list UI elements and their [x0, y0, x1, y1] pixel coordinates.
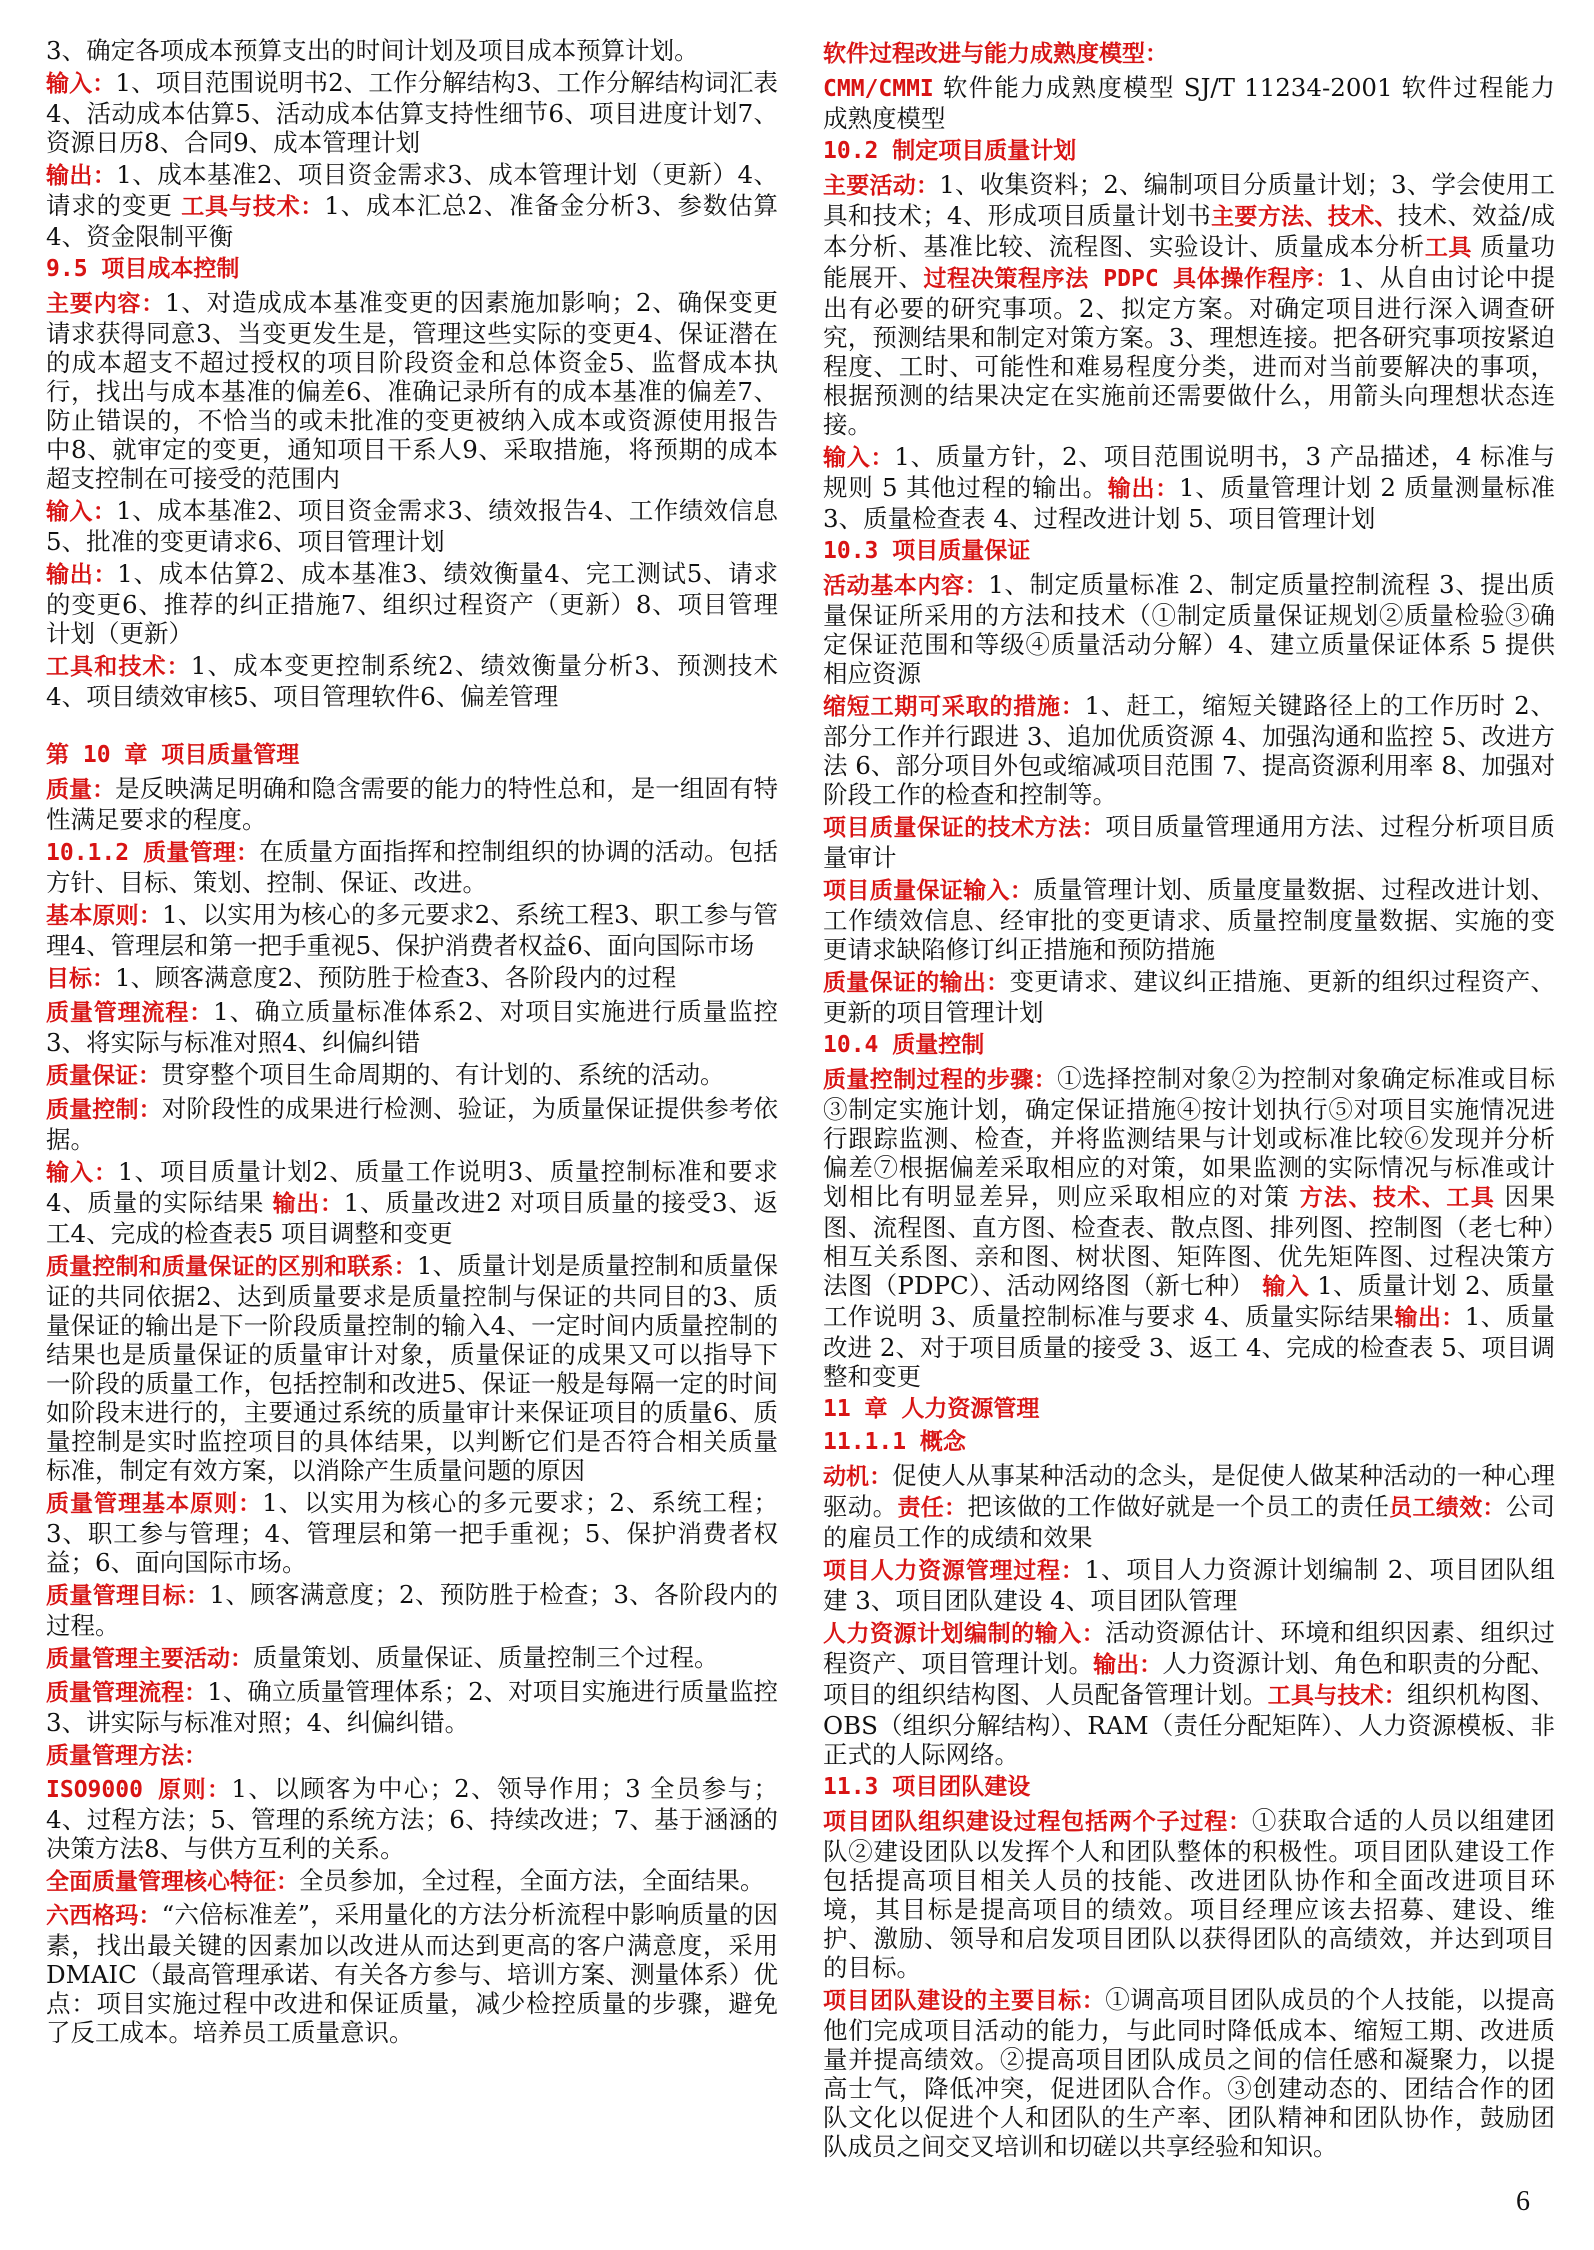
body-text: 质量策划、质量保证、质量控制三个过程。: [253, 1643, 719, 1672]
body-text: 1、成本基准2、项目资金需求3、绩效报告4、工作绩效信息5、批准的变更请求6、项目管理计划: [46, 496, 778, 556]
body-text: 1、成本估算2、成本基准3、绩效衡量4、完工测试5、请求的变更6、推荐的纠正措施7、组织过程资产（更新）8、项目管理计划（更新）: [46, 559, 778, 648]
term-label: 输入：: [823, 445, 895, 471]
left-column: [46, 36, 778, 2050]
paragraph: [823, 170, 1555, 439]
body-text: 1、顾客满意度2、预防胜于检查3、各阶段内的过程: [115, 963, 677, 992]
section-heading: 10.4 质量控制: [823, 1032, 985, 1058]
paragraph: [46, 1251, 778, 1485]
term-label: 质量管理流程：: [46, 1000, 214, 1026]
term-label: 动机：: [823, 1464, 893, 1490]
term-label: 输出：: [1093, 1652, 1163, 1678]
section-heading: 11.3 项目团队建设: [823, 1774, 1031, 1800]
body-text: 1、成本汇总2、准备金分析3、参数估算4、资金限制平衡: [46, 191, 779, 251]
body-text: 1、成本基准2、项目资金需求3、成本管理计划（更新）4、请求的变更: [46, 160, 778, 220]
term-label: 输入：: [46, 499, 117, 525]
paragraph: [46, 1060, 778, 1091]
body-text: 公司的雇员工作的成绩和效果: [823, 1492, 1556, 1552]
body-text: 1、质量方针，2、项目范围说明书，3 产品描述，4 标准与规则 5 其他过程的输出。: [823, 442, 1555, 502]
term-label: 项目质量保证的技术方法：: [823, 815, 1106, 841]
body-text: 促使人从事某种活动的念头，是促使人做某种活动的一种心理驱动。: [823, 1461, 1555, 1521]
paragraph: [46, 837, 778, 897]
paragraph: [823, 570, 1555, 688]
body-text: 1、赶工，缩短关键路径上的工作历时 2、部分工作并行跟进 3、追加优质资源 4、加强沟通和监控 5、改进方法 6、部分项目外包或缩减项目范围 7、提高资源利用率 8、加强对阶段工作的检查和控制等。: [823, 691, 1556, 809]
body-text: 贯穿整个项目生命周期的、有计划的、系统的活动。: [161, 1060, 725, 1089]
paragraph: [46, 36, 778, 65]
body-text: “六倍标准差”，采用量化的方法分析流程中影响质量的因素，找出最关键的因素加以改进从而达到更高的客户满意度，采用DMAIC（最高管理承诺、有关各方参与、培训方案、测量体系）优点：项目实施过程中改进和保证质量，减少检控质量的步骤，避免了反工成本。培养员工质量意识。: [46, 1900, 778, 2047]
right-column: [823, 36, 1555, 2164]
paragraph: [46, 288, 778, 493]
term-label: 输出：: [46, 562, 118, 588]
body-text: 1、质量管理计划 2 质量测量标准 3、质量检查表 4、过程改进计划 5、项目管理计划: [823, 473, 1556, 533]
term-label: 六西格玛：: [46, 1903, 162, 1929]
body-text: 是反映满足明确和隐含需要的能力的特性总和，是一组固有特性满足要求的程度。: [46, 774, 778, 834]
body-text: 1、项目人力资源计划编制 2、项目团队组建 3、项目团队建设 4、项目团队管理: [823, 1555, 1556, 1615]
paragraph: [823, 1555, 1555, 1615]
paragraph: [46, 1866, 778, 1897]
paragraph: [46, 1094, 778, 1154]
body-text: 1、以顾客为中心；2、领导作用；3 全员参与；4、过程方法；5、管理的系统方法；6、持续改进；7、基于涵涵的决策方法8、与供方互利的关系。: [46, 1774, 778, 1863]
section-heading: 11.1.1 概念: [823, 1429, 966, 1455]
body-text: 1、制定质量标准 2、制定质量控制流程 3、提出质量保证所采用的方法和技术（①制定质量保证规划②质量检验③确定保证范围和等级④质量活动分解）4、建立质量保证体系 5 提供相应资源: [823, 570, 1555, 688]
body-text: ①调高项目团队成员的个人技能，以提高他们完成项目活动的能力，与此同时降低成本、缩短工期、改进质量并提高绩效。②提高项目团队成员之间的信任感和凝聚力，以提高士气，降低冲突，促进团队合作。③创建动态的、团结合作的团队文化以促进个人和团队的生产率、团队精神和团队协作，鼓励团队成员之间交叉培训和切磋以共享经验和知识。: [823, 1985, 1556, 2161]
term-label: 主要方法、技术、: [1211, 204, 1398, 230]
body-text: 把该做的工作做好就是一个员工的责任: [967, 1492, 1390, 1521]
paragraph: [46, 1157, 778, 1248]
paragraph: [46, 997, 778, 1057]
term-label: 全面质量管理核心特征：: [46, 1869, 299, 1895]
term-label: 项目团队建设的主要目标：: [823, 1988, 1106, 2014]
term-label: 输入：: [46, 1160, 118, 1186]
body-text: 变更请求、建议纠正措施、更新的组织过程资产、更新的项目管理计划: [823, 967, 1555, 1027]
term-label: 输入: [1262, 1274, 1309, 1300]
paragraph: [823, 812, 1555, 872]
term-label: 输出：: [1394, 1305, 1465, 1331]
term-label: 质量管理流程：: [46, 1680, 208, 1706]
paragraph: [823, 442, 1555, 533]
body-text: 活动资源估计、环境和组织因素、组织过程资产、项目管理计划。: [823, 1618, 1556, 1678]
body-text: 1、以实用为核心的多元要求；2、系统工程；3、职工参与管理；4、管理层和第一把手重视；5、保护消费者权益；6、面向国际市场。: [46, 1488, 778, 1577]
paragraph: [46, 496, 778, 556]
body-text: 质量功能展开、: [823, 232, 1556, 292]
term-label: 质量：: [46, 777, 116, 803]
body-text: 1、项目质量计划2、质量工作说明3、质量控制标准和要求4、质量的实际结果: [46, 1157, 778, 1217]
body-text: 1、质量计划 2、质量工作说明 3、质量控制标准与要求 4、质量实际结果: [823, 1271, 1555, 1331]
term-label: 10.1.2 质量管理：: [46, 840, 260, 866]
term-label: 项目人力资源管理过程：: [823, 1558, 1085, 1584]
term-label: 质量保证的输出：: [823, 970, 1010, 996]
term-label: 质量管理方法：: [46, 1743, 207, 1769]
body-text: 技术、效益/成本分析、基准比较、流程图、实验设计、质量成本分析: [823, 201, 1555, 261]
body-text: 1、质量改进2 对项目质量的接受3、返工4、完成的检查表5 项目调整和变更: [46, 1188, 778, 1248]
section-heading: 9.5 项目成本控制: [46, 256, 240, 282]
paragraph: [46, 900, 778, 960]
term-label: 质量控制过程的步骤：: [823, 1067, 1058, 1093]
term-label: 输出：: [272, 1191, 344, 1217]
term-label: 项目质量保证输入：: [823, 878, 1034, 904]
body-text: 1、质量计划是质量控制和质量保证的共同依据2、达到质量要求是质量控制与保证的共同目的3、质量保证的输出是下一阶段质量控制的输入4、一定时间内质量控制的结果也是质量保证的质量审计对象，质量保证的成果又可以指导下一阶段的质量工作，包括控制和改进5、保证一般是每隔一定的时间如阶段末进行的，主要通过系统的质量审计来保证项目的质量6、质量控制是实时监控项目的具体结果，以判断它们是否符合相关质量标准，制定有效方案，以消除产生质量问题的原因: [46, 1251, 778, 1485]
section-heading: 第 10 章 项目质量管理: [46, 742, 300, 768]
term-label: 员工绩效：: [1389, 1495, 1506, 1521]
paragraph: [823, 73, 1555, 133]
term-label: CMM/CMMI: [823, 76, 934, 102]
paragraph: [823, 1064, 1555, 1391]
body-text: ①获取合适的人员以组建团队②建设团队以发挥个人和团队整体的积极性。项目团队建设工作包括提高项目相关人员的技能、改进团队协作和全面改进项目环境，其目标是提高项目的绩效。项目经理应该去招募、建设、维护、激励、领导和启发项目团队以获得团队的高绩效，并达到项目的目标。: [823, 1806, 1556, 1982]
term-label: 基本原则：: [46, 903, 163, 929]
paragraph: [823, 1618, 1555, 1769]
body-text: 人力资源计划、角色和职责的分配、项目的组织结构图、人员配备管理计划。: [823, 1649, 1556, 1709]
term-label: 输入：: [46, 71, 116, 97]
body-text: 1、质量改进 2、对于项目质量的接受 3、返工 4、完成的检查表 5、项目调整和变更: [823, 1302, 1556, 1391]
body-text: 在质量方面指挥和控制组织的协调的活动。包括方针、目标、策划、控制、保证、改进。: [46, 837, 778, 897]
page-number: 6: [1516, 2186, 1530, 2217]
term-label: 缩短工期可采取的措施：: [823, 694, 1085, 720]
body-text: 1、确立质量管理体系；2、对项目实施进行质量监控3、讲实际与标准对照；4、纠偏纠错。: [46, 1677, 778, 1737]
term-label: 活动基本内容：: [823, 573, 989, 599]
term-label: 主要内容：: [46, 291, 165, 317]
paragraph: [823, 875, 1555, 964]
paragraph: [823, 1806, 1555, 1982]
body-text: 1、以实用为核心的多元要求2、系统工程3、职工参与管理4、管理层和第一把手重视5、保护消费者权益6、面向国际市场: [46, 900, 778, 960]
paragraph: [46, 651, 778, 711]
paragraph: [46, 1580, 778, 1640]
term-label: 工具与技术：: [181, 194, 325, 220]
paragraph: [46, 1774, 778, 1863]
body-text: 1、从自由讨论中提出有必要的研究事项。2、拟定方案。对确定项目进行深入调查研究，预测结果和制定对策方案。3、理想连接。把各研究事项按紧迫程度、工时、可能性和难易程度分类，进而对当前要解决的事项，根据预测的结果决定在实施前还需要做什么，用箭头向理想状态连接。: [823, 263, 1556, 439]
paragraph: [823, 967, 1555, 1027]
term-label: 目标：: [46, 966, 115, 992]
term-label: 质量保证：: [46, 1063, 161, 1089]
term-label: 主要活动：: [823, 173, 940, 199]
paragraph: [823, 1985, 1555, 2161]
body-text: 1、对造成成本基准变更的因素施加影响；2、确保变更请求获得同意3、当变更发生是，管理这些实际的变更4、保证潜在的成本超支不超过授权的项目阶段资金和总体资金5、监督成本执行，找出与成本基准的偏差6、准确记录所有的成本基准的偏差7、防止错误的，不恰当的或未批准的变更被纳入成本或资源使用报告中8、就审定的变更，通知项目干系人9、采取措施，将预期的成本超支控制在可接受的范围内: [46, 288, 778, 493]
section-heading: 10.3 项目质量保证: [823, 538, 1031, 564]
body-text: 因果图、流程图、直方图、检查表、散点图、排列图、控制图（老七种）相互关系图、亲和图、树状图、矩阵图、优先矩阵图、过程决策方法图（PDPC）、活动网络图（新七种）: [823, 1182, 1555, 1300]
paragraph: [46, 68, 778, 157]
paragraph: [46, 1643, 778, 1674]
body-text: 1、顾客满意度；2、预防胜于检查；3、各阶段内的过程。: [46, 1580, 778, 1640]
term-label: 输出：: [1107, 476, 1179, 502]
body-text: 1、项目范围说明书2、工作分解结构3、工作分解结构词汇表4、活动成本估算5、活动成本估算支持性细节6、项目进度计划7、资源日历8、合同9、成本管理计划: [46, 68, 778, 157]
term-label: 工具和技术：: [46, 654, 191, 680]
paragraph: [46, 559, 778, 648]
paragraph: [46, 1900, 778, 2047]
body-text: 1、确立质量标准体系2、对项目实施进行质量监控3、将实际与标准对照4、纠偏纠错: [46, 997, 779, 1057]
body-text: 项目质量管理通用方法、过程分析项目质量审计: [823, 812, 1556, 872]
term-label: 输出：: [46, 163, 117, 189]
section-heading: 软件过程改进与能力成熟度模型：: [823, 41, 1168, 67]
paragraph: [46, 1677, 778, 1737]
term-label: 方法、技术、工具: [1299, 1185, 1496, 1211]
body-text: 对阶段性的成果进行检测、验证，为质量保证提供参考依据。: [46, 1094, 779, 1154]
paragraph: [46, 774, 778, 834]
paragraph: [46, 160, 778, 251]
body-text: 全员参加，全过程，全面方法，全面结果。: [299, 1866, 765, 1895]
term-label: ISO9000 原则：: [46, 1777, 232, 1803]
body-text: 软件能力成熟度模型 SJ/T 11234-2001 软件过程能力成熟度模型: [823, 73, 1555, 133]
paragraph: [46, 1488, 778, 1577]
paragraph: [823, 691, 1555, 809]
term-label: 责任：: [897, 1495, 968, 1521]
section-heading: 10.2 制定项目质量计划: [823, 138, 1077, 164]
term-label: 质量管理主要活动：: [46, 1646, 253, 1672]
body-text: 1、成本变更控制系统2、绩效衡量分析3、预测技术4、项目绩效审核5、项目管理软件6、偏差管理: [46, 651, 779, 711]
section-heading: 11 章 人力资源管理: [823, 1396, 1040, 1422]
term-label: 工具与技术：: [1267, 1683, 1407, 1709]
body-text: 1、收集资料；2、编制项目分质量计划；3、学会使用工具和技术；4、形成项目质量计划书: [823, 170, 1555, 230]
body-text: ①选择控制对象②为控制对象确定标准或目标③制定实施计划，确定保证措施④按计划执行⑤对项目实施情况进行跟踪监测、检查，并将监测结果与计划或标准比较⑥发现并分析偏差⑦根据偏差采取相应的对策，如果监测的实际情况与标准或计划相比有明显差异，则应采取相应的对策: [823, 1064, 1556, 1211]
paragraph: [46, 1740, 778, 1771]
term-label: 项目团队组织建设过程包括两个子过程：: [823, 1809, 1252, 1835]
term-label: 工具: [1424, 235, 1472, 261]
term-label: 质量控制：: [46, 1097, 162, 1123]
paragraph: [823, 1461, 1555, 1552]
body-text: 质量管理计划、质量度量数据、过程改进计划、工作绩效信息、经审批的变更请求、质量控制度量数据、实施的变更请求缺陷修订纠正措施和预防措施: [823, 875, 1556, 964]
term-label: 过程决策程序法 PDPC 具体操作程序：: [923, 266, 1339, 292]
term-label: 质量控制和质量保证的区别和联系：: [46, 1254, 417, 1280]
body-text: 组织机构图、OBS（组织分解结构）、RAM（责任分配矩阵）、人力资源模板、非正式的人际网络。: [823, 1680, 1556, 1769]
body-text: 3、确定各项成本预算支出的时间计划及项目成本预算计划。: [46, 36, 699, 65]
term-label: 人力资源计划编制的输入：: [823, 1621, 1106, 1647]
term-label: 质量管理基本原则：: [46, 1491, 263, 1517]
paragraph: [46, 963, 778, 994]
term-label: 质量管理目标：: [46, 1583, 210, 1609]
